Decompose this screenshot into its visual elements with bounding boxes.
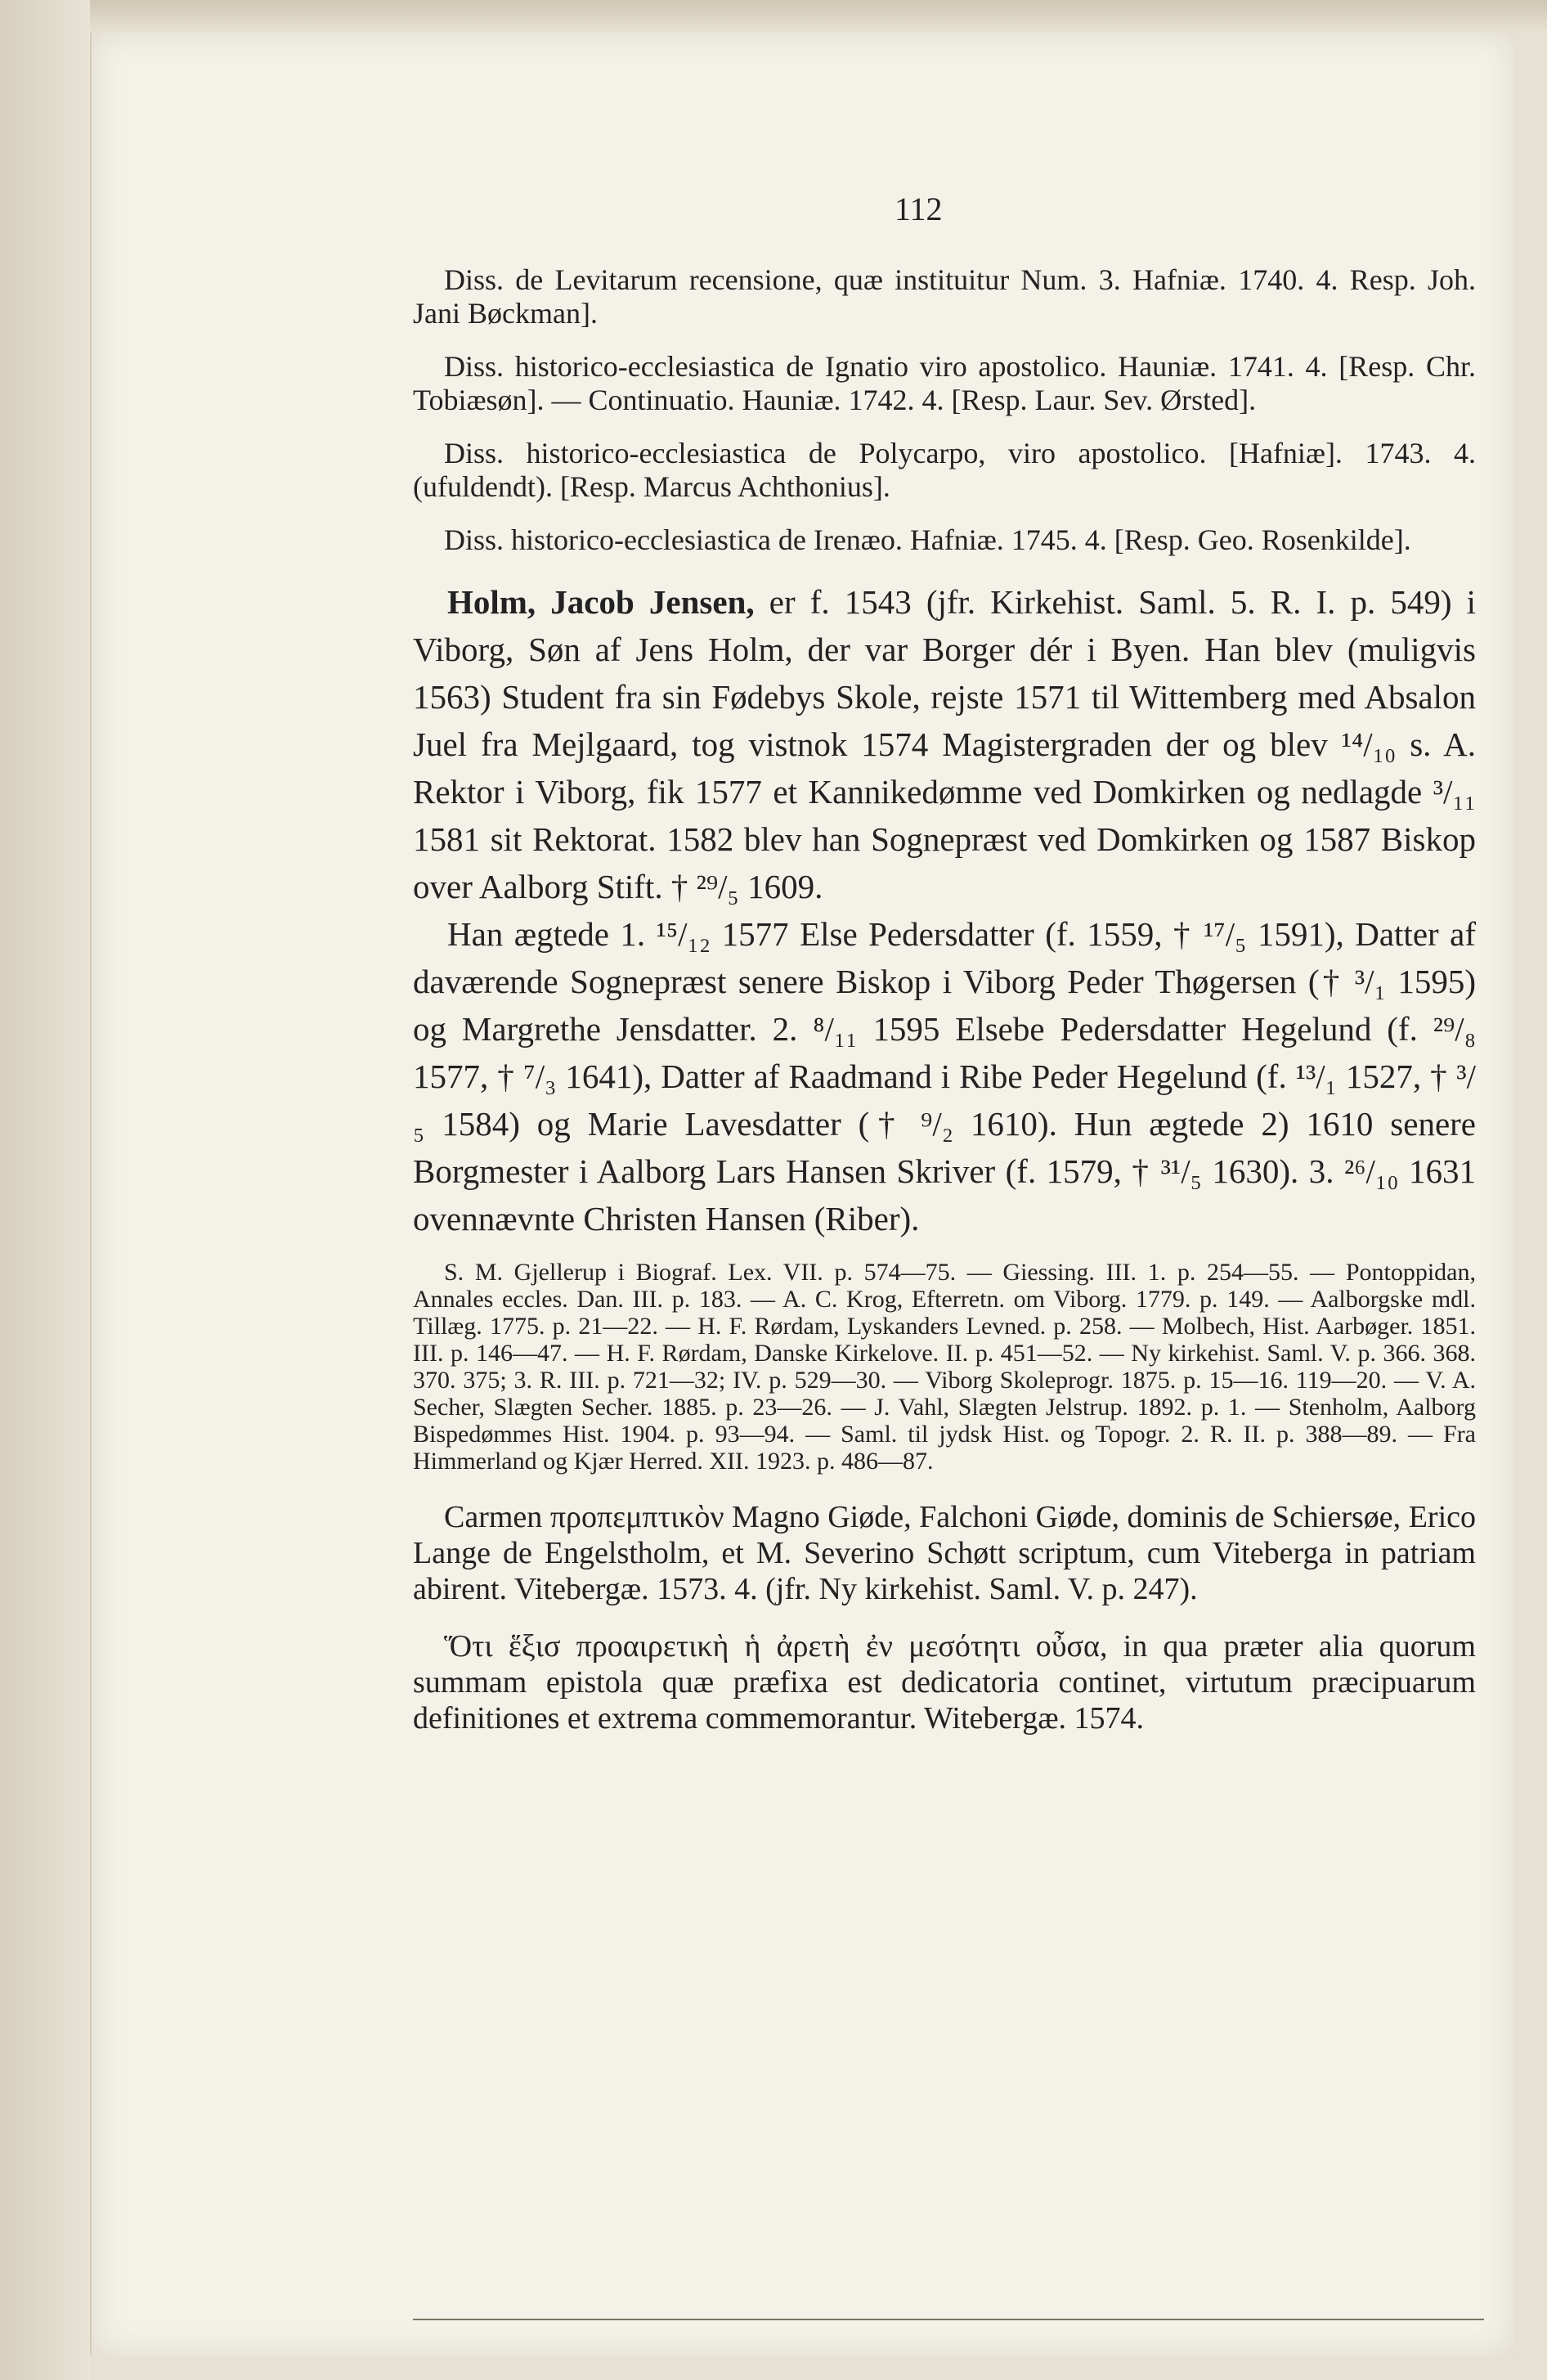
- biography-paragraph-2: Han ægtede 1. ¹⁵/₁₂ 1577 Else Pedersdatter (f. 1559, † ¹⁷/₅ 1591), Datter af daværende Sognepræst senere Biskop i Viborg Peder Thøgersen († ³/₁ 1595) og Margrethe Jensdatter. 2. ⁸/₁₁ 1595 Elsebe Pedersdatter Hegelund (f. ²⁹/₈ 1577, † ⁷/₃ 1641), Datter af Raadmand i Ribe Peder Hegelund (f. ¹³/₁ 1527, † ³/₅ 1584) og Marie Lavesdatter († ⁹/₂ 1610). Hun ægtede 2) 1610 senere Borgmester i Aalborg Lars Hansen Skriver (f. 1579, † ³¹/₅ 1630). 3. ²⁶/₁₀ 1631 ovennævnte Christen Hansen (Riber).: [413, 915, 1476, 1237]
- work-carmen: Carmen προπεμπτικὸν Magno Giøde, Falchoni Giøde, dominis de Schiersøe, Erico Lange de Engelstholm, et M. Severino Schøtt scriptum, cum Viteberga in patriam abirent. Vitebergæ. 1573. 4. (jfr. Ny kirkehist. Saml. V. p. 247).: [413, 1500, 1476, 1606]
- entry-polycarpo: Diss. historico-ecclesiastica de Polycarpo, viro apostolico. [Hafniæ]. 1743. 4. (ufuldendt). [Resp. Marcus Achthonius].: [413, 437, 1476, 503]
- entry-ignatio: Diss. historico-ecclesiastica de Ignatio viro apostolico. Hauniæ. 1741. 4. [Resp. Chr. Tobiæsøn]. — Continuatio. Hauniæ. 1742. 4. [Resp. Laur. Sev. Ørsted].: [413, 350, 1476, 416]
- biography-references: S. M. Gjellerup i Biograf. Lex. VII. p. 574—75. — Giessing. III. 1. p. 254—55. — Pontoppidan, Annales eccles. Dan. III. p. 183. — A. C. Krog, Efterretn. om Viborg. 1779. p. 149. — Aalborgske mdl. Tillæg. 1775. p. 21—22. — H. F. Rørdam, Lyskanders Levned. p. 258. — Molbech, Hist. Aarbøger. 1851. III. p. 146—47. — H. F. Rørdam, Danske Kirkelove. II. p. 451—52. — Ny kirkehist. Saml. V. p. 366. 368. 370. 375; 3. R. III. p. 721—32; IV. p. 529—30. — Viborg Skoleprogr. 1875. p. 15—16. 119—20. — V. A. Secher, Slægten Secher. 1885. p. 23—26. — J. Vahl, Slægten Jelstrup. 1892. p. 1. — Stenholm, Aalborg Bispedømmes Hist. 1904. p. 93—94. — Saml. til jydsk Hist. og Topogr. 2. R. II. p. 388—89. — Fra Himmerland og Kjær Herred. XII. 1923. p. 486—87.: [413, 1259, 1476, 1475]
- work-epistola: Ὅτι ἕξισ προαιρετικὴ ἡ ἀρετὴ ἐν μεσότητι οὖσα, in qua præter alia quorum summam epistola quæ præfixa est dedicatoria continet, virtutum præcipuarum definitiones et extrema commemorantur. Witebergæ. 1574.: [413, 1629, 1476, 1736]
- scan-top-edge: [0, 0, 1547, 33]
- biography-name: Holm, Jacob Jensen,: [447, 583, 755, 621]
- page-content: [413, 263, 1476, 1758]
- page-number: 112: [895, 191, 943, 227]
- entry-irenaeo: Diss. historico-ecclesiastica de Irenæo. Hafniæ. 1745. 4. [Resp. Geo. Rosenkilde].: [444, 523, 1411, 556]
- biography-paragraph-1: [413, 578, 1476, 910]
- entry-levitarum: Diss. de Levitarum recensione, quæ instituitur Num. 3. Hafniæ. 1740. 4. Resp. Joh. Jani Bøckman].: [413, 263, 1476, 330]
- biography-text-1: er f. 1543 (jfr. Kirkehist. Saml. 5. R. I. p. 549) i Viborg, Søn af Jens Holm, der var Borger dér i Byen. Han blev (muligvis 1563) Student fra sin Fødebys Skole, rejste 1571 til Wittemberg med Absalon Juel fra Mejlgaard, tog vistnok 1574 Magistergraden der og blev ¹⁴/₁₀ s. A. Rektor i Viborg, fik 1577 et Kannikedømme ved Domkirken og nedlagde ³/₁₁ 1581 sit Rektorat. 1582 blev han Sognepræst ved Domkirken og 1587 Biskop over Aalborg Stift. † ²⁹/₅ 1609.: [413, 583, 1476, 905]
- bottom-rule: [413, 2319, 1484, 2320]
- book-spine-shadow: [0, 0, 90, 2380]
